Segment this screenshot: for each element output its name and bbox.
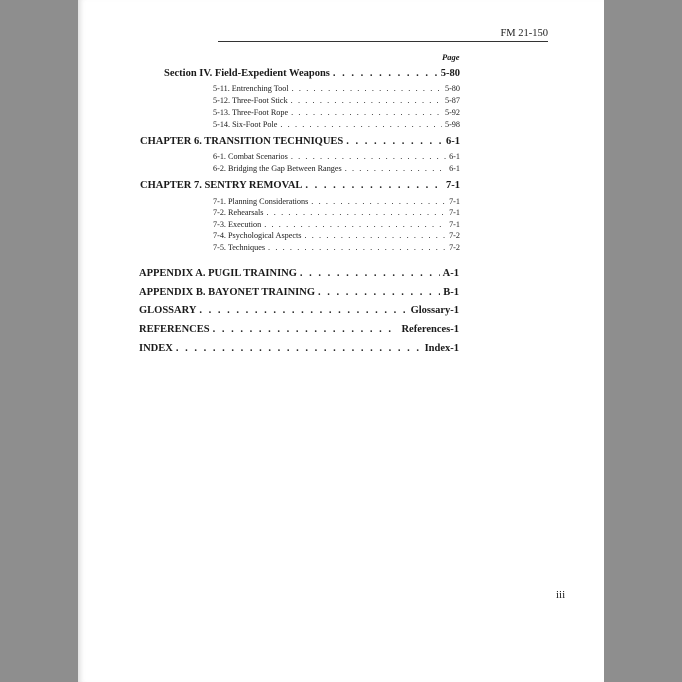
leader-dots	[291, 108, 442, 117]
toc-entry-page: 5-92	[444, 108, 460, 117]
leader-dots	[292, 84, 442, 93]
toc-entry-label: 7-5. Techniques	[213, 243, 266, 252]
leader-dots	[176, 343, 422, 354]
toc-entry-label: APPENDIX A. PUGIL TRAINING	[139, 268, 297, 279]
leader-dots	[300, 268, 440, 279]
toc-entry-label: 5-11. Entrenching Tool	[213, 84, 289, 93]
toc-entry-page: 7-1	[449, 197, 460, 206]
toc-entry-label: INDEX	[139, 343, 173, 354]
toc-entry-label: APPENDIX B. BAYONET TRAINING	[139, 287, 316, 298]
leader-dots	[268, 243, 446, 252]
toc-item-6-2	[213, 164, 460, 173]
toc-entry-page: 5-98	[444, 120, 460, 129]
leader-dots	[333, 68, 438, 79]
toc-entry-label: 7-2. Rehearsals	[213, 208, 264, 217]
toc-item-5-12	[213, 96, 460, 105]
toc-appendix-b	[139, 287, 459, 298]
toc-entry-page: 7-2	[449, 231, 460, 240]
toc-entry-label: 7-3. Execution	[213, 220, 262, 229]
toc-entry-page: 5-80	[440, 68, 460, 79]
toc-item-7-5	[213, 243, 460, 252]
toc-entry-label: 6-2. Bridging the Gap Between Ranges	[213, 164, 342, 173]
toc-entry-label: 5-13. Three-Foot Rope	[213, 108, 289, 117]
toc-entry-label: CHAPTER 6. TRANSITION TECHNIQUES	[140, 136, 344, 147]
toc-appendix-a	[139, 268, 459, 279]
toc-item-7-1	[213, 197, 460, 206]
toc-glossary	[139, 305, 459, 316]
toc-item-5-13	[213, 108, 460, 117]
toc-entry-label: 5-12. Three-Foot Stick	[213, 96, 288, 105]
toc-chapter-6	[140, 136, 460, 147]
toc-entry-page: 7-2	[449, 243, 460, 252]
toc-chapter-7	[140, 180, 460, 191]
leader-dots	[280, 120, 442, 129]
leader-dots	[213, 324, 399, 335]
toc-section-iv	[164, 68, 460, 79]
toc-entry-label: GLOSSARY	[139, 305, 197, 316]
leader-dots	[311, 197, 446, 206]
toc-item-7-4	[213, 231, 460, 240]
page-number: iii	[556, 589, 566, 601]
toc-item-7-3	[213, 220, 460, 229]
page-column-label: Page	[442, 52, 460, 62]
toc-entry-label: REFERENCES	[139, 324, 210, 335]
toc-entry-label: 6-1. Combat Scenarios	[213, 152, 288, 161]
leader-dots	[345, 164, 446, 173]
toc-index	[139, 343, 459, 354]
leader-dots	[291, 96, 442, 105]
toc-item-6-1	[213, 152, 460, 161]
document-page	[78, 0, 604, 682]
toc-entry-label: Section IV. Field-Expedient Weapons	[164, 68, 330, 79]
leader-dots	[264, 220, 446, 229]
toc-entry-page: 6-1	[446, 136, 460, 147]
toc-entry-label: 7-1. Planning Considerations	[213, 197, 309, 206]
leader-dots	[346, 136, 443, 147]
leader-dots	[266, 208, 446, 217]
leader-dots	[199, 305, 407, 316]
toc-entry-page: Index-1	[424, 343, 459, 354]
toc-entry-page: 6-1	[449, 164, 460, 173]
toc-item-5-11	[213, 84, 460, 93]
toc-entry-page: 7-1	[446, 180, 460, 191]
toc-entry-label: 7-4. Psychological Aspects	[213, 231, 302, 240]
toc-entry-page: B-1	[443, 287, 459, 298]
leader-dots	[305, 180, 443, 191]
toc-entry-label: 5-14. Six-Foot Pole	[213, 120, 278, 129]
toc-entry-label: CHAPTER 7. SENTRY REMOVAL	[140, 180, 303, 191]
toc-entry-page: 6-1	[449, 152, 460, 161]
toc-item-5-14	[213, 120, 460, 129]
toc-references	[139, 324, 459, 335]
toc-entry-page: A-1	[442, 268, 459, 279]
manual-title: FM 21-150	[496, 28, 548, 39]
toc-entry-page: 7-1	[449, 220, 460, 229]
leader-dots	[304, 231, 446, 240]
toc-entry-page: 5-80	[444, 84, 460, 93]
running-header	[218, 29, 548, 42]
toc-entry-page: 7-1	[449, 208, 460, 217]
toc-entry-page: 5-87	[444, 96, 460, 105]
toc-item-7-2	[213, 208, 460, 217]
leader-dots	[318, 287, 440, 298]
toc-entry-page: Glossary-1	[410, 305, 459, 316]
toc-entry-page: References-1	[401, 324, 459, 335]
leader-dots	[291, 152, 446, 161]
